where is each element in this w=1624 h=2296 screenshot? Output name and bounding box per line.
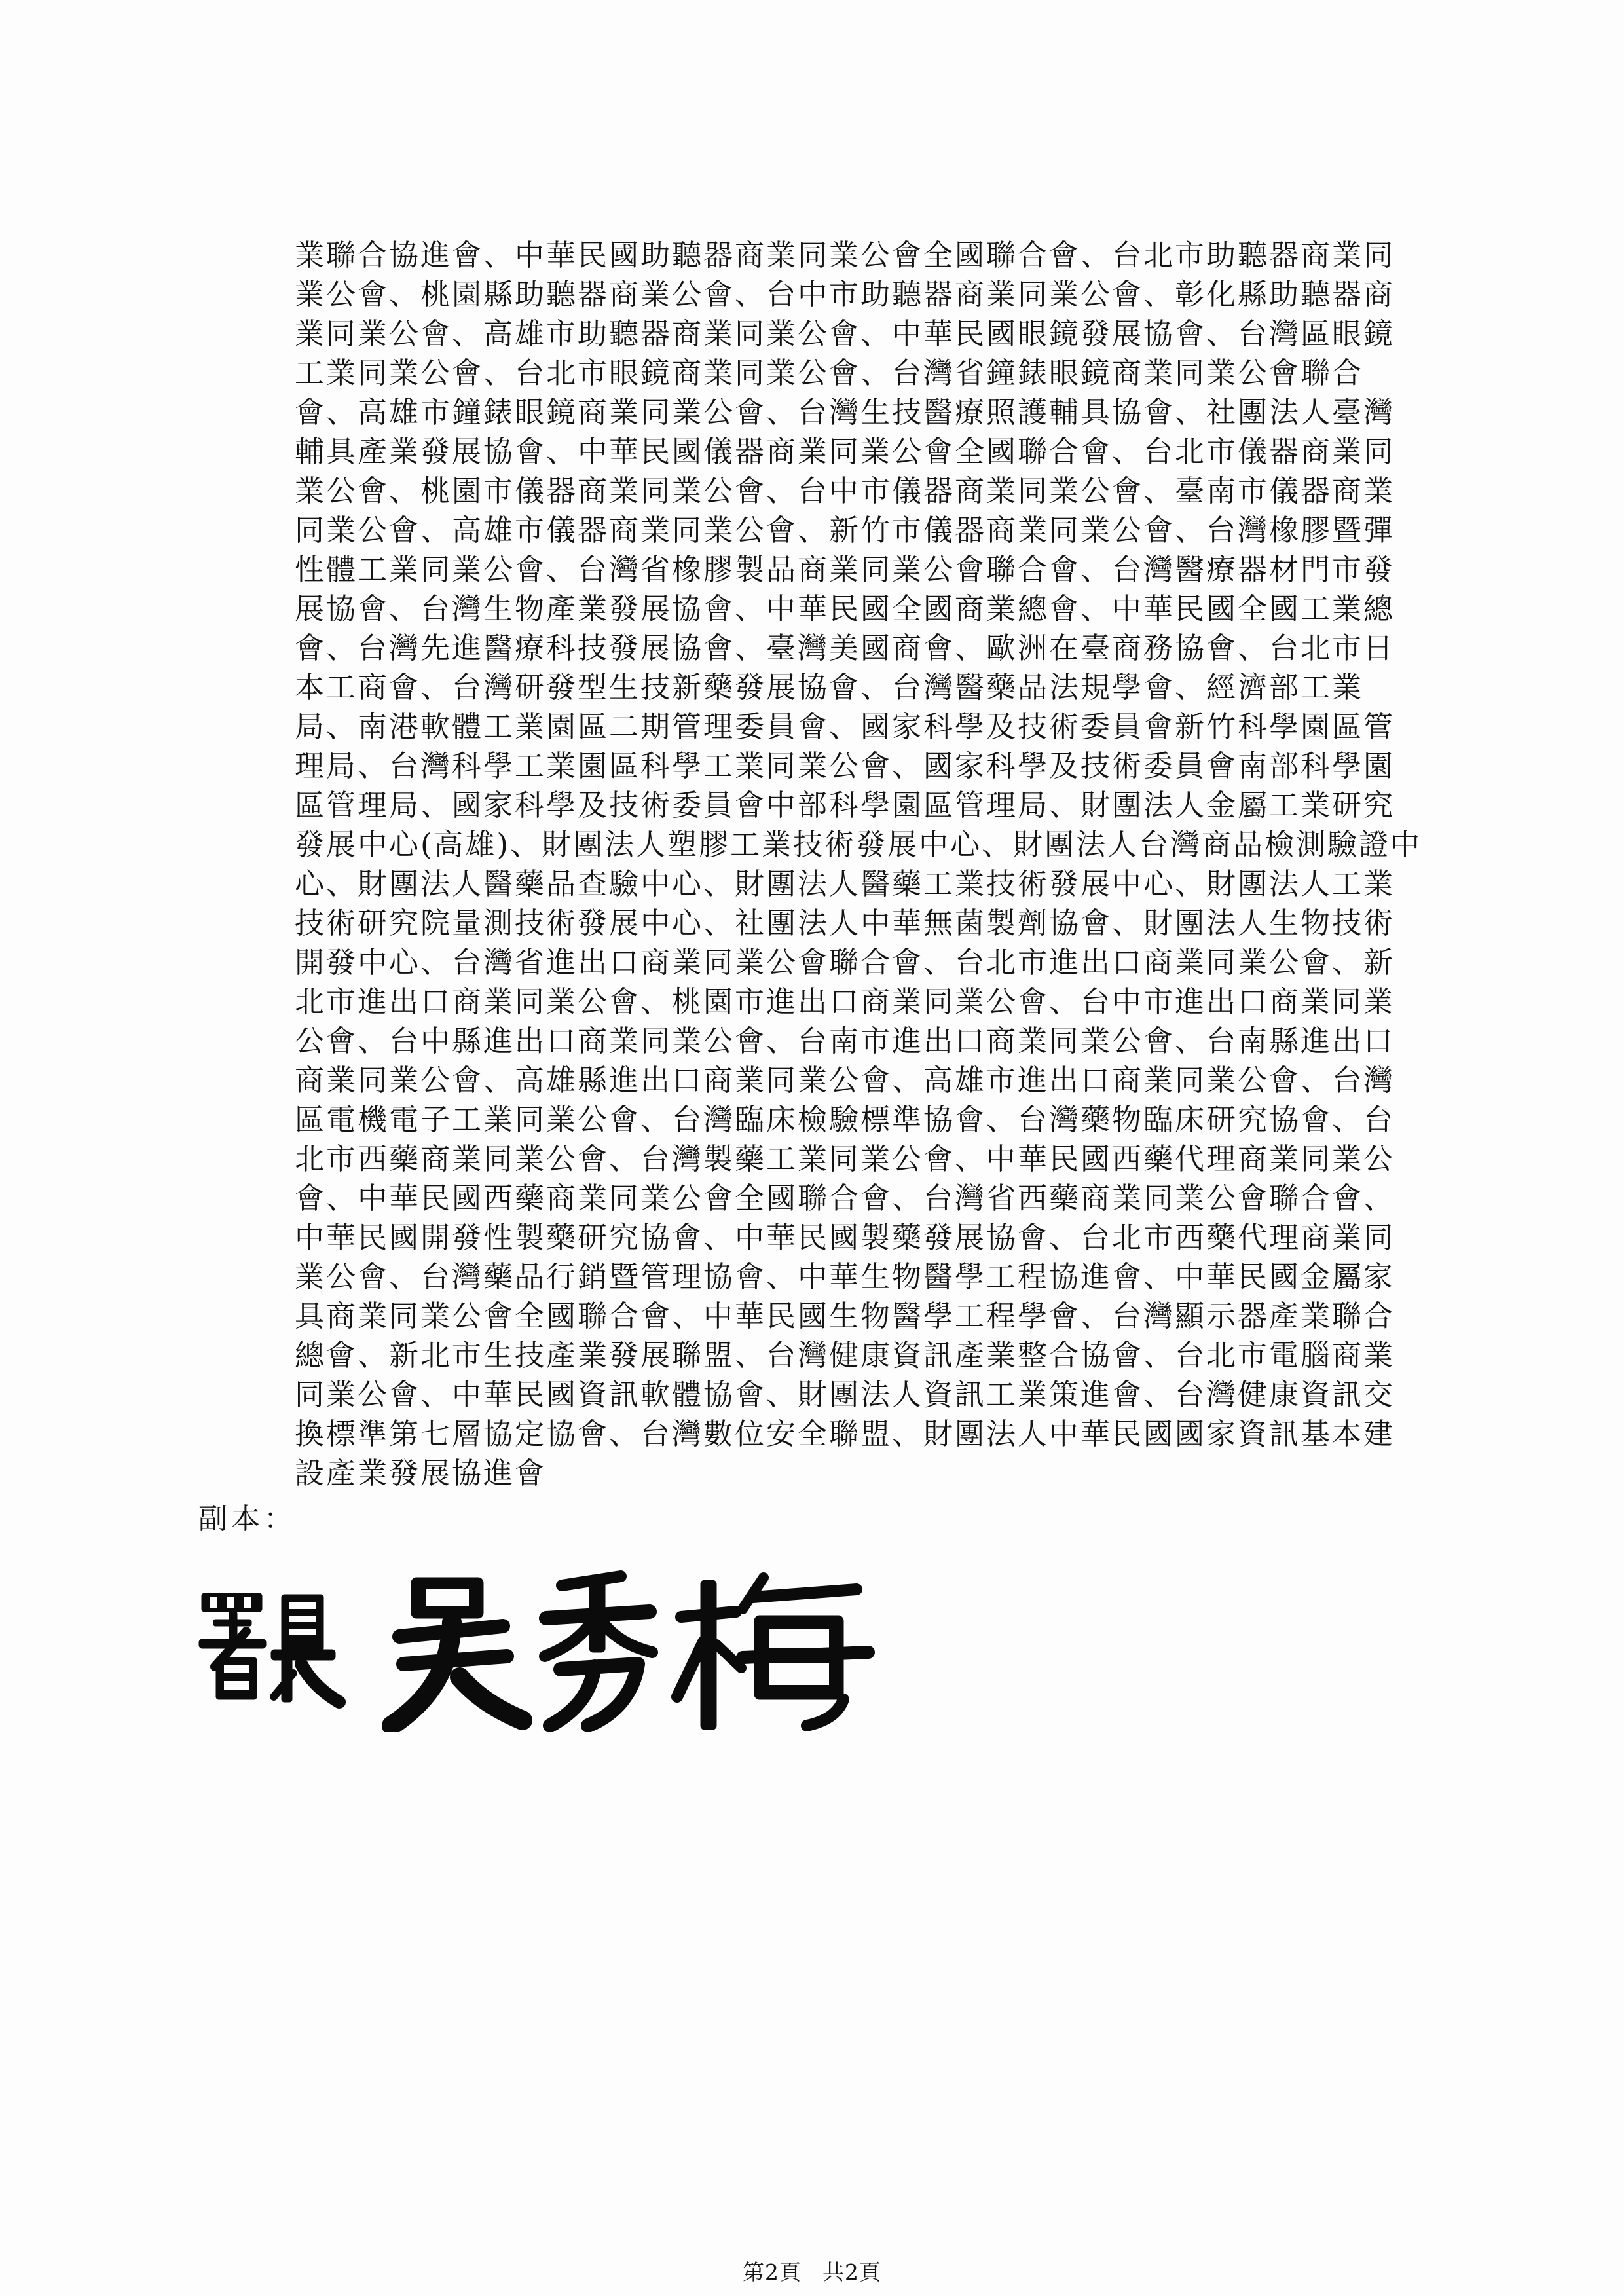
signature-glyph-name-2 (545, 1575, 652, 1726)
recipients-line: 同業公會、高雄市儀器商業同業公會、新竹市儀器商業同業公會、台灣橡膠暨彈 (295, 513, 1395, 547)
page-current: 第2頁 (743, 2259, 802, 2285)
recipients-line: 同業公會、中華民國資訊軟體協會、財團法人資訊工業策進會、台灣健康資訊交 (295, 1377, 1395, 1412)
recipients-line: 設產業發展協進會 (295, 1456, 547, 1491)
recipients-line: 會、高雄市鐘錶眼鏡商業同業公會、台灣生技醫療照護輔具協會、社團法人臺灣 (295, 395, 1395, 430)
signature-glyph-name-1 (392, 1578, 523, 1726)
signature-glyph-title-1 (199, 1593, 266, 1699)
recipients-line: 換標準第七層協定協會、台灣數位安全聯盟、財團法人中華民國國家資訊基本建 (295, 1416, 1395, 1451)
recipients-line: 商業同業公會、高雄縣進出口商業同業公會、高雄市進出口商業同業公會、台灣 (295, 1063, 1395, 1098)
recipients-line: 輔具產業發展協會、中華民國儀器商業同業公會全國聯合會、台北市儀器商業同 (295, 434, 1395, 469)
cc-label: 副本： (198, 1502, 297, 1536)
recipients-line: 業同業公會、高雄市助聽器商業同業公會、中華民國眼鏡發展協會、台灣區眼鏡 (295, 316, 1395, 351)
recipients-line: 公會、台中縣進出口商業同業公會、台南市進出口商業同業公會、台南縣進出口 (295, 1024, 1395, 1058)
recipients-block (295, 236, 1447, 1493)
recipients-line: 業公會、桃園縣助聽器商業公會、台中市助聽器商業同業公會、彰化縣助聽器商 (295, 277, 1395, 312)
recipients-line: 業公會、桃園市儀器商業同業公會、台中市儀器商業同業公會、臺南市儀器商業 (295, 473, 1395, 508)
page-number-footer (0, 2259, 1624, 2286)
recipients-line: 工業同業公會、台北市眼鏡商業同業公會、台灣省鐘錶眼鏡商業同業公會聯合 (295, 356, 1364, 390)
recipients-line: 北市西藥商業同業公會、台灣製藥工業同業公會、中華民國西藥代理商業同業公 (295, 1141, 1395, 1176)
official-signature-seal (195, 1568, 889, 1732)
recipients-line: 區電機電子工業同業公會、台灣臨床檢驗標準協會、台灣藥物臨床研究協會、台 (295, 1102, 1395, 1137)
recipients-line: 展協會、台灣生物產業發展協會、中華民國全國商業總會、中華民國全國工業總 (295, 591, 1395, 626)
recipients-line: 業聯合協進會、中華民國助聽器商業同業公會全國聯合會、台北市助聽器商業同 (295, 238, 1395, 272)
signature-glyph-name-3 (677, 1578, 868, 1730)
recipients-line: 本工商會、台灣研發型生技新藥發展協會、台灣醫藥品法規學會、經濟部工業 (295, 670, 1364, 705)
recipients-line: 開發中心、台灣省進出口商業同業公會聯合會、台北市進出口商業同業公會、新 (295, 945, 1395, 980)
recipients-line: 北市進出口商業同業公會、桃園市進出口商業同業公會、台中市進出口商業同業 (295, 984, 1395, 1019)
recipients-line: 區管理局、國家科學及技術委員會中部科學園區管理局、財團法人金屬工業研究 (295, 788, 1395, 823)
recipients-line: 具商業同業公會全國聯合會、中華民國生物醫學工程學會、台灣顯示器產業聯合 (295, 1299, 1395, 1333)
recipients-line: 技術研究院量測技術發展中心、社團法人中華無菌製劑協會、財團法人生物技術 (295, 906, 1395, 940)
recipients-line: 性體工業同業公會、台灣省橡膠製品商業同業公會聯合會、台灣醫療器材門市發 (295, 552, 1395, 587)
page-total: 共2頁 (822, 2259, 881, 2285)
recipients-line: 中華民國開發性製藥研究協會、中華民國製藥發展協會、台北市西藥代理商業同 (295, 1220, 1395, 1255)
recipients-line: 局、南港軟體工業園區二期管理委員會、國家科學及技術委員會新竹科學園區管 (295, 709, 1395, 744)
signature-glyph-title-2 (271, 1595, 339, 1702)
recipients-line: 心、財團法人醫藥品查驗中心、財團法人醫藥工業技術發展中心、財團法人工業 (295, 866, 1395, 901)
recipients-line: 會、台灣先進醫療科技發展協會、臺灣美國商會、歐洲在臺商務協會、台北市日 (295, 631, 1395, 665)
recipients-line: 發展中心(高雄)、財團法人塑膠工業技術發展中心、財團法人台灣商品檢測驗證中 (295, 827, 1422, 862)
recipients-line: 會、中華民國西藥商業同業公會全國聯合會、台灣省西藥商業同業公會聯合會、 (295, 1181, 1395, 1215)
recipients-line: 總會、新北市生技產業發展聯盟、台灣健康資訊產業整合協會、台北市電腦商業 (295, 1338, 1395, 1373)
recipients-line: 理局、台灣科學工業園區科學工業同業公會、國家科學及技術委員會南部科學園 (295, 749, 1395, 783)
recipients-line: 業公會、台灣藥品行銷暨管理協會、中華生物醫學工程協進會、中華民國金屬家 (295, 1259, 1395, 1294)
signature-calligraphy (195, 1568, 889, 1732)
